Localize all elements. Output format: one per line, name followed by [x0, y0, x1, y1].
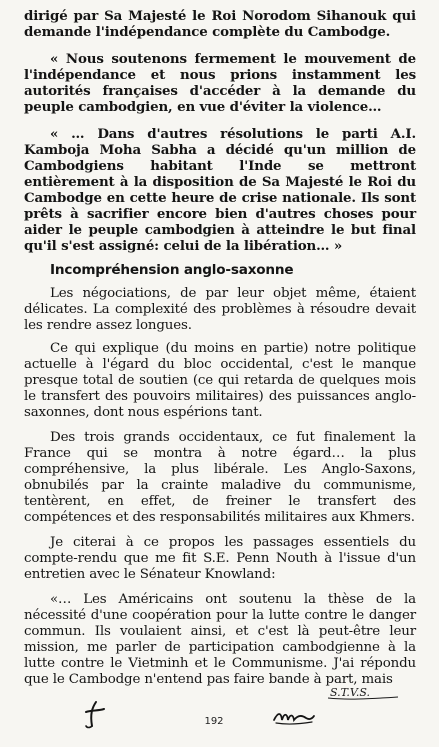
handwritten-initials: [328, 684, 400, 700]
page-number: 192: [204, 716, 224, 727]
paragraph-opening: dirigé par Sa Majesté le Roi Norodom Sihanouk qui demande l'indépendance complète du Cambodge.: [24, 8, 416, 40]
body-paragraph-negotiations: Les négociations, de par leur objet même, étaient délicates. La complexité des problèmes à résoudre devait les rendre assez longues.: [24, 286, 416, 333]
svg-text:S.T.V.S.: S.T.V.S.: [330, 686, 371, 699]
text-column: [24, 8, 416, 688]
section-heading: Incompréhension anglo-saxonne: [50, 262, 294, 278]
initials-scribble: [328, 684, 400, 700]
body-paragraph-policy: Ce qui explique (du moins en partie) notre politique actuelle à l'égard du bloc occidental, c'est le manque presque total de soutien (ce qui retarda de quelques mois le transfert des pouvoirs militaires) des puissances anglo-saxonnes, dont nous espérions tant.: [24, 341, 416, 420]
body-paragraph-report: Je citerai à ce propos les passages essentiels du compte-rendu que me fit S.E. Penn Nouth à l'issue d'un entretien avec le Sénateur Knowland:: [24, 535, 416, 582]
signature-mark-right: [272, 708, 316, 726]
quote-paragraph-resolutions: « … Dans d'autres résolutions le parti A.I. Kamboja Moha Sabha a décidé qu'un million de Cambodgiens habitant l'Inde se mettront entièrement à la disposition de Sa Majesté le Roi du Cambodge en cette heure de crise nationale. Ils sont prêts à sacrifier encore bien d'autres choses pour aider le peuple cambodgien à atteindre le but final qu'il s'est assigné: celui de la libération… »: [24, 126, 416, 254]
body-paragraph-western-powers: Des trois grands occidentaux, ce fut finalement la France qui se montra à notre égard… la plus compréhensive, la plus libérale. Les Anglo-Saxons, obnubilés par la crainte maladive du communisme, tentèrent, en effet, de freiner le transfert des compétences et des responsabilités militaires aux Khmers.: [24, 430, 416, 525]
signature-mark-left: [82, 700, 108, 730]
body-paragraph-americans: «… Les Américains ont soutenu la thèse de la nécessité d'une coopération pour la lutte contre le danger commun. Ils voulaient ainsi, et c'est là peut-être leur mission, me parler de participation cambodgienne à la lutte contre le Vietminh et le Communisme. J'ai répondu que le Cambodge n'entend pas faire bande à part, mais: [24, 592, 416, 687]
quote-paragraph-independence: « Nous soutenons fermement le mouvement de l'indépendance et nous prions instamment les autorités françaises d'accéder à la demande du peuple cambodgien, en vue d'éviter la violence…: [24, 51, 416, 115]
